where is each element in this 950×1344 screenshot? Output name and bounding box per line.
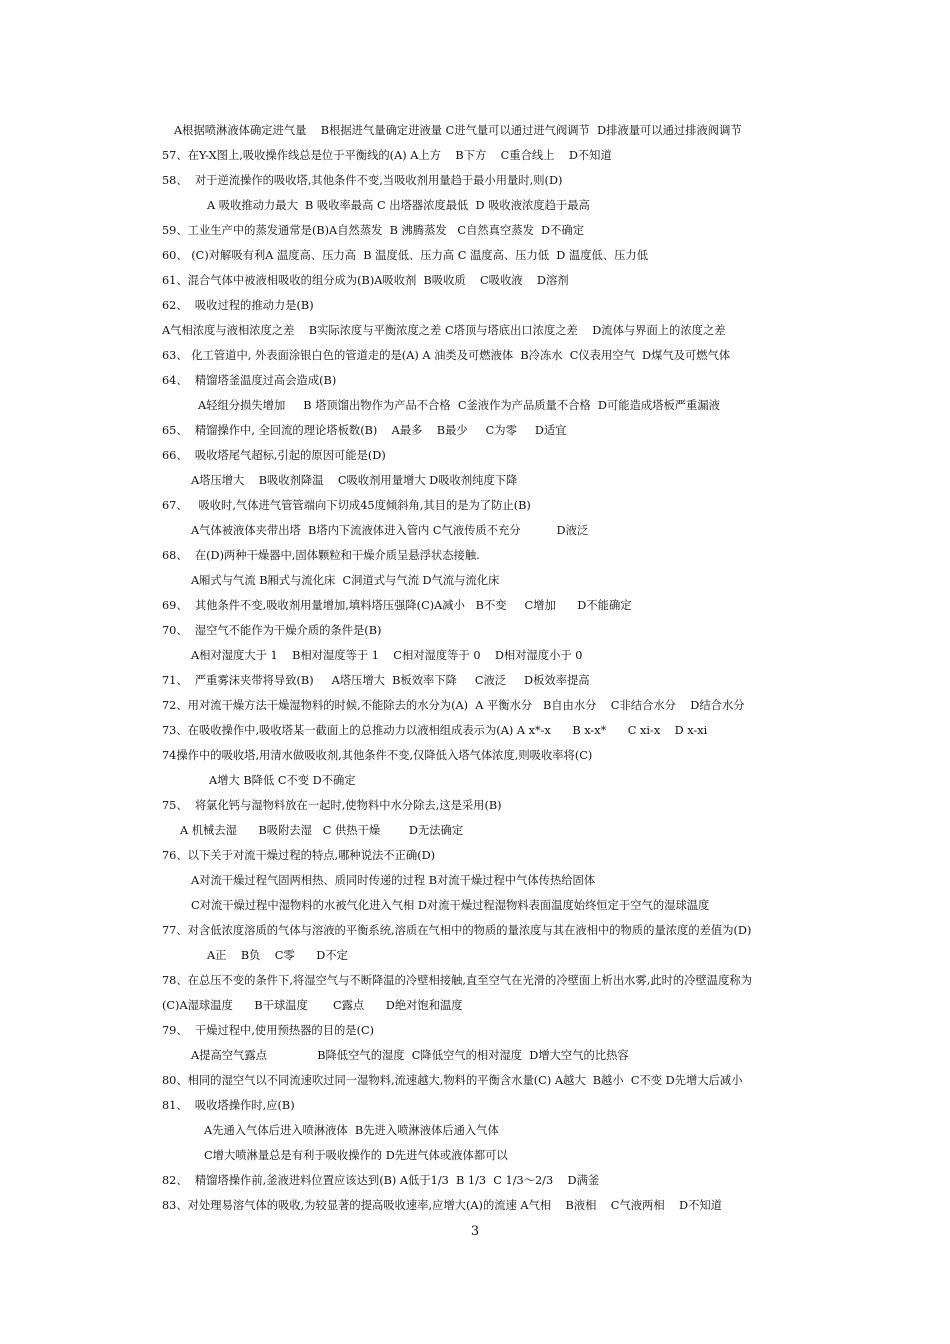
text-line: 64、 精馏塔釜温度过高会造成(B) [162,374,337,387]
text-line: A气相浓度与液相浓度之差 B实际浓度与平衡浓度之差 C塔顶与塔底出口浓度之差 D流体与界面上的浓度之差 [162,324,726,337]
text-line: A相对湿度大于 1 B相对湿度等于 1 C相对湿度等于 0 D相对湿度小于 0 [191,649,583,662]
text-line: 70、 湿空气不能作为干燥介质的条件是(B) [162,624,382,637]
text-line: 76、以下关于对流干燥过程的特点,哪种说法不正确(D) [162,849,436,862]
text-line: A塔压增大 B吸收剂降温 C吸收剂用量增大 D吸收剂纯度下降 [191,474,518,487]
text-line: A正 B负 C零 D不定 [207,949,348,962]
text-line: A气体被液体夹带出塔 B塔内下流液体进入管内 C气液传质不充分 D液泛 [191,524,589,537]
text-line: 74操作中的吸收塔,用清水做吸收剂,其他条件不变,仅降低入塔气体浓度,则吸收率将(C) [162,749,593,762]
text-line: A厢式与气流 B厢式与流化床 C洞道式与气流 D气流与流化床 [191,574,500,587]
text-line: 82、 精馏塔操作前,釜液进料位置应该达到(B) A低于1/3 B 1/3 C 1/3～2/3 D满釜 [162,1174,600,1187]
text-line: C对流干燥过程中湿物料的水被气化进入气相 D对流干燥过程湿物料表面温度始终恒定于空气的湿球温度 [191,899,710,912]
text-line: A 机械去湿 B吸附去湿 C 供热干燥 D无法确定 [180,824,464,837]
text-line: 59、工业生产中的蒸发通常是(B)A自然蒸发 B 沸腾蒸发 C自然真空蒸发 D不确定 [162,224,584,237]
text-line: 81、 吸收塔操作时,应(B) [162,1099,295,1112]
text-line: 78、在总压不变的条件下,将湿空气与不断降温的冷壁相接触,直至空气在光滑的冷壁面上析出水雾,此时的冷壁温度称为 [162,974,752,987]
text-line: C增大喷淋量总是有利于吸收操作的 D先进气体或液体都可以 [204,1149,508,1162]
text-line: 61、混合气体中被液相吸收的组分成为(B)A吸收剂 B吸收质 C吸收液 D溶剂 [162,274,569,287]
text-line: 66、 吸收塔尾气超标,引起的原因可能是(D) [162,449,386,462]
text-line: 75、 将氯化钙与湿物料放在一起时,使物料中水分除去,这是采用(B) [162,799,502,812]
text-line: 79、 干燥过程中,使用预热器的目的是(C) [162,1024,375,1037]
text-line: 83、对处理易溶气体的吸收,为较显著的提高吸收速率,应增大(A)的流速 A气相 B液相 C气液两相 D不知道 [162,1199,722,1212]
text-line: 73、在吸收操作中,吸收塔某一截面上的总推动力以液相组成表示为(A) A x*-x B x-x* C xi-x D x-xi [162,724,708,737]
text-line: A先通入气体后进入喷淋液体 B先进入喷淋液体后通入气体 [204,1124,499,1137]
text-line: 71、 严重雾沫夹带将导致(B) A塔压增大 B板效率下降 C液泛 D板效率提高 [162,674,590,687]
text-line: 57、在Y-X图上,吸收操作线总是位于平衡线的(A) A上方 B下方 C重合线上 D不知道 [162,149,612,162]
text-line: 63、 化工管道中, 外表面涂银白色的管道走的是(A) A 油类及可燃液体 B冷冻水 C仪表用空气 D煤气及可燃气体 [162,349,731,362]
text-line: (C)A湿球温度 B干球温度 C露点 D绝对饱和温度 [162,999,463,1012]
text-line: A增大 B降低 C不变 D不确定 [209,774,356,787]
text-line: 60、 (C)对解吸有利A 温度高、压力高 B 温度低、压力高 C 温度高、压力低 D 温度低、压力低 [162,249,649,262]
text-line: A提高空气露点 B降低空气的湿度 C降低空气的相对湿度 D增大空气的比热容 [191,1049,629,1062]
text-line: A轻组分损失增加 B 塔顶馏出物作为产品不合格 C釜液作为产品质量不合格 D可能造成塔板严重漏液 [198,399,720,412]
text-line: A对流干燥过程气固两相热、质同时传递的过程 B对流干燥过程中气体传热给固体 [191,874,596,887]
text-line: A 吸收推动力最大 B 吸收率最高 C 出塔器浓度最低 D 吸收液浓度趋于最高 [207,199,590,212]
text-line: 69、 其他条件不变,吸收剂用量增加,填料塔压强降(C)A减小 B不变 C增加 D不能确定 [162,599,632,612]
text-line: 62、 吸收过程的推动力是(B) [162,299,314,312]
text-line: 67、 吸收时,气体进气管管端向下切成45度倾斜角,其目的是为了防止(B) [162,499,531,512]
text-line: 72、用对流干燥方法干燥湿物料的时候,不能除去的水分为(A) A 平衡水分 B自由水分 C非结合水分 D结合水分 [162,699,745,712]
text-line: 77、对含低浓度溶质的气体与溶液的平衡系统,溶质在气相中的物质的量浓度与其在液相中的物质的量浓度的差值为(D) [162,924,752,937]
text-line: 65、 精馏操作中, 全回流的理论塔板数(B) A最多 B最少 C为零 D适宜 [162,424,567,437]
text-line: 80、相同的湿空气以不同流速吹过同一湿物料,流速越大,物料的平衡含水量(C) A越大 B越小 C不变 D先增大后减小 [162,1074,743,1087]
text-line: 68、 在(D)两种干燥器中,固体颗粒和干燥介质呈悬浮状态接触. [162,549,480,562]
text-line: A根据喷淋液体确定进气量 B根据进气量确定进液量 C进气量可以通过进气阀调节 D排液量可以通过排液阀调节 [174,124,742,137]
page-number: 3 [470,1224,480,1239]
text-line: 58、 对于逆流操作的吸收塔,其他条件不变,当吸收剂用量趋于最小用量时,则(D) [162,174,563,187]
